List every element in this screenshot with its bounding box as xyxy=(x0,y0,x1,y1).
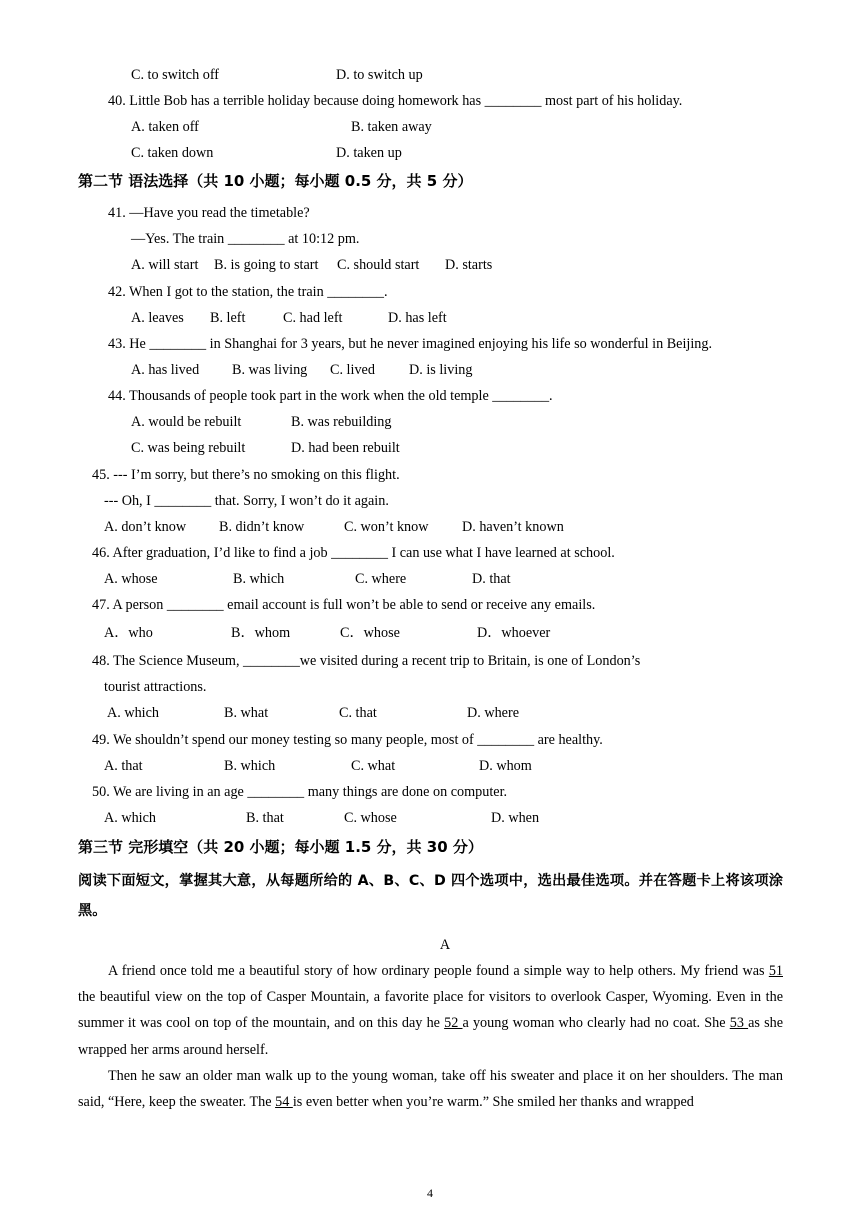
q47-option-a: A．who xyxy=(104,625,153,641)
section2-heading: 第二节 语法选择（共 10 小题；每小题 0.5 分，共 5 分） xyxy=(78,172,473,190)
q47-option-c: C．whose xyxy=(340,625,400,641)
passage-text: Then he saw an older man walk up to the young woman, take off his sweater and place it on her shoulders. The man said, “Here, keep the sweater. The xyxy=(78,1068,783,1111)
q43-option-d: D. is living xyxy=(409,362,473,378)
blank-51: 51 xyxy=(768,963,783,979)
q50-stem: 50. We are living in an age ________ many things are done on computer. xyxy=(92,784,508,800)
q46-option-d: D. that xyxy=(472,571,511,587)
q43-option-c: C. lived xyxy=(330,362,375,378)
q44-option-c: C. was being rebuilt xyxy=(131,440,246,456)
q45-reply: --- Oh, I ________ that. Sorry, I won’t do it again. xyxy=(104,493,389,509)
q41-reply: —Yes. The train ________ at 10:12 pm. xyxy=(131,231,360,247)
q46-option-b: B. which xyxy=(233,571,285,587)
q42-option-c: C. had left xyxy=(283,310,343,326)
q50-option-b: B. that xyxy=(246,810,284,826)
passage-text: A friend once told me a beautiful story of how ordinary people found a simple way to help others. My friend was xyxy=(108,963,769,979)
q42-option-b: B. left xyxy=(210,310,246,326)
q39-option-d: D. to switch up xyxy=(336,67,423,83)
q45-stem: 45. --- I’m sorry, but there’s no smoking on this flight. xyxy=(92,467,400,483)
q41-option-d: D. starts xyxy=(445,257,493,273)
q40-option-b: B. taken away xyxy=(351,119,432,135)
section3-instruction: 阅读下面短文，掌握其大意，从每题所给的 A、B、C、D 四个选项中，选出最佳选项。并在答题卡上将该项涂黑。 xyxy=(78,873,783,919)
q40-option-d: D. taken up xyxy=(336,145,402,161)
q46-stem: 46. After graduation, I’d like to find a job ________ I can use what I have learned at school. xyxy=(92,545,615,561)
passage-paragraph-2 xyxy=(78,1063,783,1115)
q46-option-a: A. whose xyxy=(104,571,158,587)
q45-option-d: D. haven’t known xyxy=(462,519,564,535)
q49-stem: 49. We shouldn’t spend our money testing so many people, most of ________ are healthy. xyxy=(92,732,603,748)
q43-option-a: A. has lived xyxy=(131,362,200,378)
q40-option-a: A. taken off xyxy=(131,119,199,135)
q50-option-c: C. whose xyxy=(344,810,397,826)
q49-option-b: B. which xyxy=(224,758,276,774)
blank-53: 53 xyxy=(729,1015,749,1032)
blank-54: 54 xyxy=(275,1094,293,1111)
q49-option-a: A. that xyxy=(104,758,143,774)
passage-text: a young woman who clearly had no coat. She xyxy=(462,1015,730,1032)
q48-option-a: A. which xyxy=(107,705,160,721)
q41-option-a: A. will start xyxy=(131,257,199,273)
q43-stem: 43. He ________ in Shanghai for 3 years, but he never imagined enjoying his life so wonderful in Beijing. xyxy=(108,336,713,352)
q45-option-b: B. didn’t know xyxy=(219,519,305,535)
q48-option-c: C. that xyxy=(339,705,377,721)
q46-option-c: C. where xyxy=(355,571,407,587)
passage-label: A xyxy=(439,937,451,953)
q47-option-b: B．whom xyxy=(231,625,291,641)
q44-option-b: B. was rebuilding xyxy=(291,414,392,430)
q44-stem: 44. Thousands of people took part in the work when the old temple ________. xyxy=(108,388,553,404)
q50-option-a: A. which xyxy=(104,810,157,826)
q44-option-d: D. had been rebuilt xyxy=(291,440,400,456)
section3-heading: 第三节 完形填空（共 20 小题；每小题 1.5 分，共 30 分） xyxy=(78,838,483,856)
q41-stem: 41. —Have you read the timetable? xyxy=(108,205,310,221)
page-number: 4 xyxy=(427,1186,433,1200)
q49-option-d: D. whom xyxy=(479,758,532,774)
q43-option-b: B. was living xyxy=(232,362,308,378)
passage-text: as she wrapped her arms around herself. xyxy=(78,1015,783,1058)
passage-paragraph-1 xyxy=(78,958,783,1063)
q48-stem-continued: tourist attractions. xyxy=(104,679,207,695)
q45-option-c: C. won’t know xyxy=(344,519,429,535)
q40-option-c: C. taken down xyxy=(131,145,214,161)
passage-text: is even better when you’re warm.” She smiled her thanks and wrapped xyxy=(292,1094,694,1111)
q41-option-c: C. should start xyxy=(337,257,420,273)
q40-stem: 40. Little Bob has a terrible holiday because doing homework has ________ most part of his holiday. xyxy=(108,93,683,109)
q49-option-c: C. what xyxy=(351,758,396,774)
q47-option-d: D．whoever xyxy=(477,625,551,641)
q47-stem: 47. A person ________ email account is full won’t be able to send or receive any emails. xyxy=(92,597,596,613)
q45-option-a: A. don’t know xyxy=(104,519,187,535)
blank-52: 52 xyxy=(444,1015,463,1032)
q42-option-a: A. leaves xyxy=(131,310,184,326)
q48-stem: 48. The Science Museum, ________we visited during a recent trip to Britain, is one of London’s xyxy=(92,653,641,669)
q41-option-b: B. is going to start xyxy=(214,257,319,273)
passage-text: the beautiful view on the top of Casper Mountain, a favorite place for visitors to overlook Casper, Wyoming. Even in the summer it was cool on top of the mountain, and on this day he xyxy=(78,989,783,1032)
q44-option-a: A. would be rebuilt xyxy=(131,414,242,430)
q39-option-c: C. to switch off xyxy=(131,67,220,83)
q48-option-d: D. where xyxy=(467,705,519,721)
q42-option-d: D. has left xyxy=(388,310,447,326)
q42-stem: 42. When I got to the station, the train ________. xyxy=(108,284,388,300)
q48-option-b: B. what xyxy=(224,705,269,721)
q50-option-d: D. when xyxy=(491,810,540,826)
